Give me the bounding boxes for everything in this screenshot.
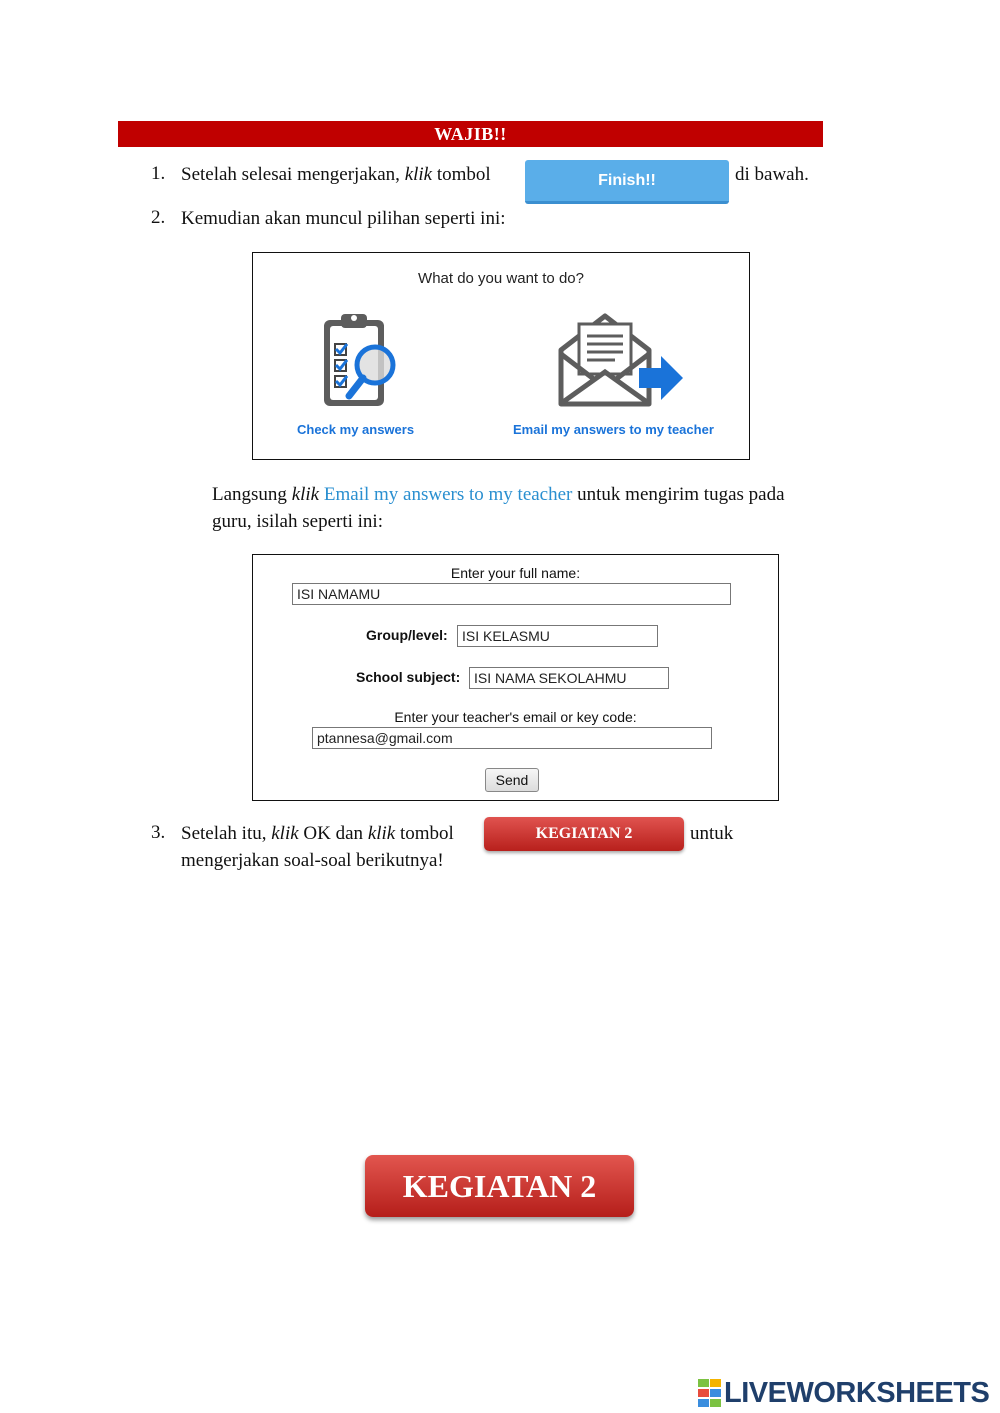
step-2-number: 2. (151, 207, 166, 228)
teacher-email-label: Enter your teacher's email or key code: (394, 709, 637, 725)
step-1-klik: klik (404, 164, 433, 185)
step-3-klik-2: klik (367, 823, 396, 844)
wajib-banner: WAJIB!! (118, 121, 823, 147)
step-3-text-c: tombol (395, 823, 454, 844)
finish-button[interactable]: Finish!! (525, 160, 729, 204)
step-3-klik-1: klik (271, 823, 299, 844)
kegiatan-2-button[interactable]: KEGIATAN 2 (365, 1155, 634, 1217)
clipboard-magnifier-icon[interactable] (319, 310, 403, 410)
teacher-email-input[interactable]: ptannesa@gmail.com (312, 727, 712, 749)
group-level-label: Group/level: (366, 627, 448, 643)
instruction-paragraph (212, 481, 824, 535)
liveworksheets-logo-icon (698, 1379, 722, 1407)
step-3-number: 3. (151, 822, 166, 843)
envelope-send-icon[interactable] (555, 310, 687, 408)
group-level-input[interactable]: ISI KELASMU (457, 625, 658, 647)
step-3-text (181, 820, 454, 847)
step-1-text (181, 161, 491, 188)
check-answers-option[interactable]: Check my answers (297, 422, 415, 437)
instruction-text-a: Langsung (212, 484, 292, 505)
email-form (252, 554, 779, 801)
email-teacher-link-text: Email my answers to my teacher (323, 484, 573, 505)
full-name-input[interactable]: ISI NAMAMU (292, 583, 731, 605)
kegiatan-2-inline-button[interactable]: KEGIATAN 2 (484, 817, 684, 851)
step-3-text-b: OK dan (298, 823, 368, 844)
step-3-text-a: Setelah itu, (181, 823, 272, 844)
liveworksheets-logo-text: LIVEWORKSHEETS (724, 1376, 990, 1409)
choice-dialog (252, 252, 750, 460)
step-1-text-a: Setelah selesai mengerjakan, (181, 164, 405, 185)
full-name-label: Enter your full name: (450, 565, 581, 581)
email-answers-option[interactable]: Email my answers to my teacher (513, 422, 714, 437)
step-3-text-d: untuk (690, 823, 734, 844)
step-1-number: 1. (151, 163, 166, 184)
school-subject-input[interactable]: ISI NAMA SEKOLAHMU (469, 667, 669, 689)
instruction-klik: klik (291, 484, 320, 505)
step-2-text: Kemudian akan muncul pilihan seperti ini: (181, 208, 506, 229)
instruction-text-b: untuk mengirim tugas pada guru, isilah seperti ini: (212, 484, 785, 532)
step-3-text-e: mengerjakan soal-soal berikutnya! (181, 850, 444, 871)
dialog-question: What do you want to do? (418, 270, 584, 287)
step-1-text-b: tombol (432, 164, 491, 185)
liveworksheets-logo[interactable] (698, 1376, 989, 1410)
send-button[interactable]: Send (485, 768, 539, 792)
school-subject-label: School subject: (356, 669, 461, 685)
step-1-text-c: di bawah. (735, 164, 809, 185)
